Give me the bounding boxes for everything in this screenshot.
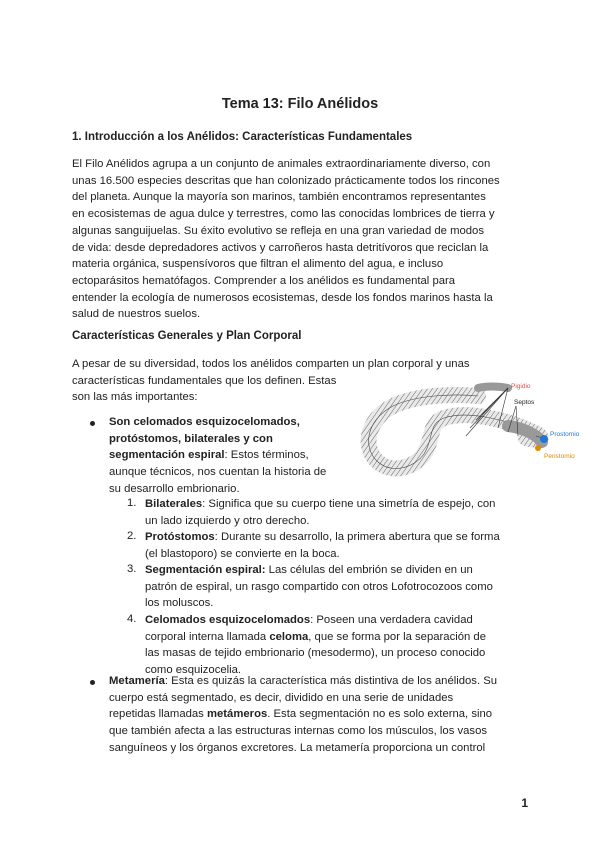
sub-text: : Durante su desarrollo, la primera abertura que se forma	[214, 531, 500, 543]
sub-text: un lado izquierdo y otro derecho.	[145, 514, 310, 527]
list-number: 4.	[127, 613, 137, 625]
sub-text: las masas de tejido embrionario (mesodermo), un proceso conocido	[145, 647, 486, 660]
sub-text: : Poseen una verdadera cavidad	[310, 614, 473, 626]
sub-term: Celomados esquizocelomados	[145, 614, 311, 626]
sub-text: corporal interna llamada	[145, 630, 270, 643]
sub-term: Protóstomos	[145, 531, 215, 543]
section-heading-intro: 1. Introducción a los Anélidos: Características Fundamentales	[72, 131, 413, 143]
sub-text: patrón de espiral, un rasgo compartido con otros Lofotrocozoos como	[145, 580, 493, 593]
intro-line: unas 16.500 especies descritas que han colonizado prácticamente todos los rincones	[72, 174, 500, 187]
bullet-text: : Estos términos,	[224, 449, 309, 462]
sub-term: Bilaterales	[145, 498, 203, 510]
sub-term: Segmentación espiral:	[145, 564, 266, 576]
bullet-dot	[90, 421, 95, 426]
section-heading-general: Características Generales y Plan Corporal	[72, 330, 302, 342]
sub-term: celoma	[269, 630, 309, 643]
bullet-item-metameria	[109, 673, 497, 757]
general-line: A pesar de su diversidad, todos los anélidos comparten un plan corporal y unas	[72, 358, 470, 370]
bullet-text: repetidas llamadas	[109, 708, 207, 721]
bullet-text: aunque técnicos, nos cuentan la historia de	[109, 466, 327, 479]
intro-line: del planeta. Aunque la mayoría son marinos, también encontramos representantes	[72, 191, 486, 204]
label-septos: Septos	[514, 399, 535, 406]
bullet-term: metámeros	[206, 708, 268, 721]
sub-text: como esquizocelia.	[145, 664, 242, 677]
general-line: son las más importantes:	[72, 391, 198, 404]
intro-line: materia orgánica, suspensívoros que filtran el alimento del agua, e incluso	[72, 258, 444, 271]
bullet-term: protóstomos, bilaterales y con	[109, 432, 273, 445]
bullet-term: segmentación espiral	[109, 449, 225, 462]
bullet-item-celomados	[109, 414, 326, 498]
intro-line: entender la ecología de numerosos ecosistemas, desde los fondos marinos hasta la	[72, 291, 493, 304]
sub-text: (el blastoporo) se convierte en la boca.	[145, 547, 340, 560]
annelid-diagram	[358, 376, 590, 478]
sub-text: Las células del embrión se dividen en un	[265, 564, 473, 576]
list-number: 2.	[127, 530, 137, 542]
label-peristomio: Peristomio	[544, 453, 575, 460]
label-pigidio: Pigidio	[511, 383, 531, 390]
sub-item-segmentacion	[145, 562, 493, 612]
page-number: 1	[521, 796, 528, 810]
sub-text: : Significa que su cuerpo tiene una simetría de espejo, con	[202, 498, 496, 510]
prostomio-marker	[540, 435, 548, 443]
sub-text: los moluscos.	[145, 597, 214, 610]
intro-line: ectoparásitos hematófagos. Comprender a los anélidos es fundamental para	[72, 274, 456, 287]
general-line: características fundamentales que los definen. Estas	[72, 374, 337, 387]
list-number: 3.	[127, 563, 137, 575]
bullet-dot	[90, 680, 95, 685]
sub-item-protostomos	[145, 529, 500, 562]
bullet-term: Son celomados esquizocelomados,	[109, 416, 300, 428]
bullet-text: cuerpo está segmentado, es decir, dividido en una serie de unidades	[109, 691, 454, 704]
list-number: 1.	[127, 497, 137, 509]
bullet-text: que también afecta a las estructuras internas como los músculos, los vasos	[109, 725, 487, 738]
bullet-text: : Esta es quizás la característica más distintiva de los anélidos. Su	[164, 675, 498, 687]
intro-line: en ecosistemas de agua dulce y terrestres, como las conocidas lombrices de tierra y	[72, 208, 495, 221]
peristomio-marker	[535, 445, 541, 451]
intro-line: El Filo Anélidos agrupa a un conjunto de animales extraordinariamente diverso, con	[72, 158, 491, 170]
intro-line: salud de nuestros suelos.	[72, 308, 201, 321]
sub-item-bilaterales	[145, 496, 495, 529]
intro-line: de vida: desde depredadores activos y carroñeros hasta detritívoros que reciclan la	[72, 241, 489, 254]
page-title: Tema 13: Filo Anélidos	[221, 96, 379, 112]
sub-text: , que se forma por la separación de	[308, 630, 486, 643]
label-prostomio: Prostomio	[550, 431, 580, 438]
bullet-text: sanguíneos y los órganos excretores. La metamería proporciona un control	[109, 741, 486, 754]
bullet-text: su desarrollo embrionario.	[109, 482, 240, 495]
bullet-text: . Esta segmentación no es solo externa, sino	[267, 708, 493, 721]
intro-line: algunas sanguijuelas. Su éxito evolutivo se refleja en una gran variedad de modos	[72, 224, 484, 237]
sub-item-esquizocelomados	[145, 612, 486, 679]
bullet-term: Metamería	[109, 675, 165, 687]
